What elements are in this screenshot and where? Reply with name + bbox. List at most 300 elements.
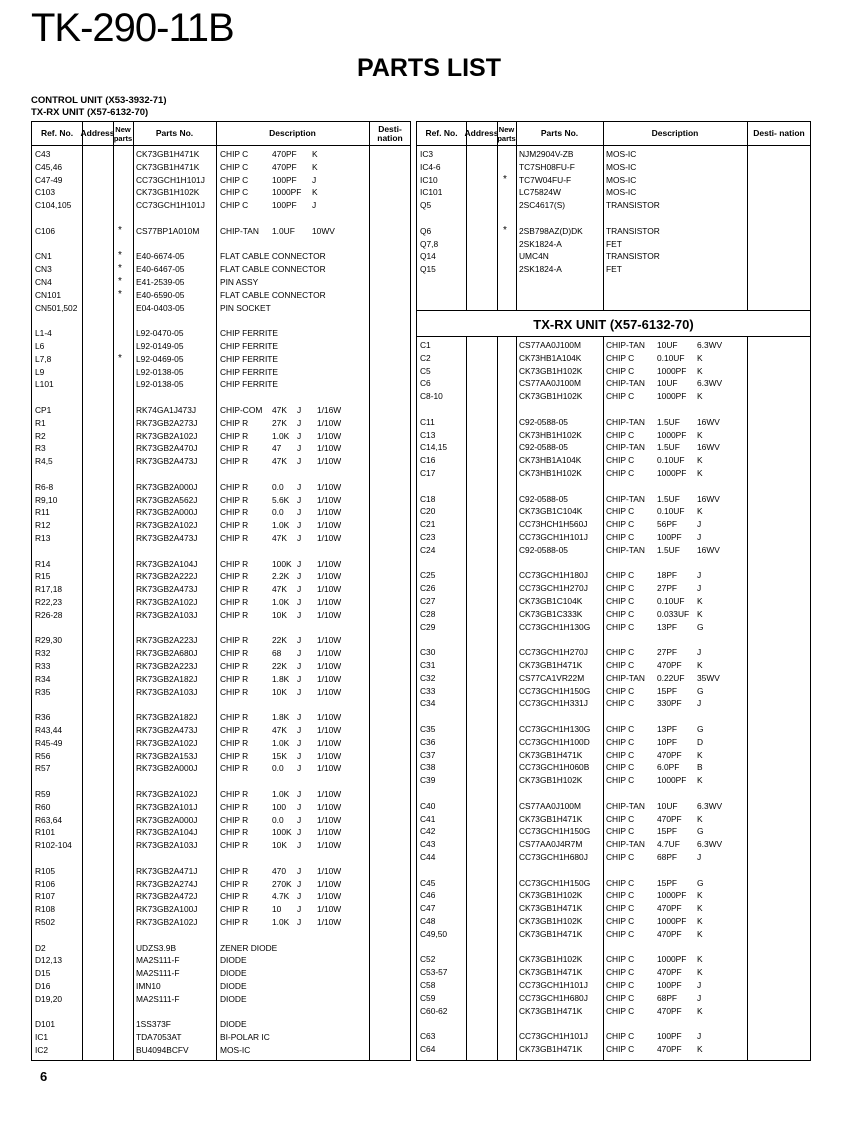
cell-ref: IC1 <box>35 1032 49 1043</box>
cell-tolerance: J <box>697 992 702 1003</box>
cell-description: CHIP-TAN <box>606 672 645 683</box>
cell-description: CHIP-TAN <box>606 416 645 427</box>
table-row <box>417 838 810 851</box>
table-row <box>32 750 410 763</box>
cell-ref: R45-49 <box>35 737 63 748</box>
cell-value: 4.7UF <box>657 839 680 850</box>
cell-description: CHIP R <box>220 648 249 659</box>
cell-ref: Q15 <box>420 264 436 275</box>
cell-description: CHIP C <box>220 174 249 185</box>
cell-parts-no: CK73GB1H102K <box>136 187 200 198</box>
header-ref: Ref. No. <box>40 128 74 138</box>
cell-rating: 1/10W <box>317 494 342 505</box>
header-parts-no: Parts No. <box>155 128 194 138</box>
cell-value: 270K <box>272 878 292 889</box>
table-row <box>32 404 410 417</box>
table-row <box>417 992 810 1005</box>
cell-tolerance: K <box>697 967 703 978</box>
cell-ref: Q6 <box>420 225 432 236</box>
cell-ref: R11 <box>35 507 50 518</box>
cell-description: CHIP C <box>606 608 635 619</box>
cell-value: 470PF <box>657 928 682 939</box>
cell-tolerance: J <box>697 852 702 862</box>
cell-ref: C31 <box>420 660 436 670</box>
cell-description: CHIP R <box>220 609 249 620</box>
cell-ref: C43 <box>420 839 436 850</box>
cell-parts-no: CC73GCH1H150G <box>519 826 591 837</box>
cell-description: CHIP C <box>606 724 635 734</box>
cell-description: CHIP C <box>220 200 249 211</box>
header-destination: Desti- nation <box>377 123 403 143</box>
cell-new-part-mark: * <box>503 173 507 185</box>
cell-parts-no: CC73GCH1H150G <box>519 685 591 696</box>
cell-value: 1000PF <box>657 365 687 376</box>
cell-tolerance: J <box>297 737 302 748</box>
cell-ref: C18 <box>420 493 436 504</box>
cell-ref: R56 <box>35 750 51 761</box>
cell-ref: C44 <box>420 852 436 862</box>
cell-tolerance: J <box>297 789 302 799</box>
cell-description: CHIP R <box>220 430 249 441</box>
cell-parts-no: E40-6674-05 <box>136 251 185 262</box>
cell-description: CHIP C <box>606 698 635 709</box>
cell-tolerance: J <box>697 570 702 581</box>
table-row <box>32 980 410 993</box>
cell-rating: 1/10W <box>317 635 342 646</box>
cell-value: 10 <box>272 904 282 915</box>
table-row <box>417 467 810 480</box>
table-row <box>417 390 810 403</box>
cell-parts-no: CK73GB1H471K <box>519 928 583 939</box>
cell-value: 27PF <box>657 647 678 658</box>
cell-ref: C5 <box>420 365 431 376</box>
cell-parts-no: RK73GB2A102J <box>136 597 198 607</box>
table-row <box>417 595 810 608</box>
table-row <box>32 378 410 391</box>
cell-description: DIODE <box>220 993 247 1004</box>
cell-ref: C59 <box>420 992 436 1003</box>
table-row <box>32 366 410 379</box>
cell-ref: D101 <box>35 1019 56 1030</box>
cell-parts-no: CC73GCH1H130G <box>519 621 591 632</box>
cell-tolerance: J <box>297 597 302 607</box>
cell-description: DIODE <box>220 968 247 979</box>
cell-parts-no: CC73GCH1H101J <box>519 532 588 542</box>
cell-tolerance: 6.3WV <box>697 800 723 811</box>
cell-ref: CN101 <box>35 289 62 300</box>
cell-ref: R22,23 <box>35 597 63 607</box>
cell-tolerance: J <box>297 814 302 825</box>
cell-ref: C29 <box>420 621 436 632</box>
cell-value: 4.7K <box>272 891 290 902</box>
cell-description: CHIP C <box>606 967 635 978</box>
cell-rating: 1/10W <box>317 520 342 531</box>
table-row <box>417 979 810 992</box>
cell-description: CHIP R <box>220 494 249 505</box>
table-row <box>32 942 410 955</box>
header-new-parts: New parts <box>497 124 516 143</box>
cell-parts-no: CK73GB1H102K <box>519 775 583 786</box>
cell-description: CHIP C <box>606 903 635 914</box>
cell-ref: R12 <box>35 520 51 531</box>
cell-parts-no: RK73GB2A104J <box>136 558 198 569</box>
cell-value: 1.0K <box>272 520 290 531</box>
cell-ref: C48 <box>420 916 436 926</box>
cell-tolerance: J <box>297 481 302 492</box>
cell-parts-no: CK73HB1A104K <box>519 455 582 466</box>
cell-value: 0.033UF <box>657 608 690 619</box>
cell-value: 0.0 <box>272 763 284 774</box>
cell-parts-no: CS77CA1VR22M <box>519 672 585 683</box>
table-row <box>417 749 810 762</box>
table-row <box>32 519 410 532</box>
table-row <box>32 174 410 187</box>
cell-tolerance: J <box>312 200 317 211</box>
cell-ref: C106 <box>35 225 56 236</box>
table-row <box>32 327 410 340</box>
cell-value: 1.0UF <box>272 225 295 236</box>
cell-description: DIODE <box>220 981 247 991</box>
parts-table-right <box>416 121 811 1061</box>
cell-value: 27PF <box>657 583 678 594</box>
cell-value: 0.10UF <box>657 506 685 517</box>
cell-parts-no: RK73GB2A182J <box>136 673 198 684</box>
cell-rating: 1/10W <box>317 417 342 428</box>
cell-ref: CN1 <box>35 251 52 262</box>
cell-value: 100K <box>272 827 292 838</box>
cell-tolerance: K <box>312 149 318 159</box>
cell-rating: 1/10W <box>317 686 342 697</box>
cell-description: CHIP R <box>220 533 249 543</box>
cell-ref: IC3 <box>420 149 434 159</box>
table-row <box>417 646 810 659</box>
table-row <box>417 225 810 238</box>
table-row <box>417 199 810 212</box>
cell-rating: 1/10W <box>317 481 342 492</box>
cell-parts-no: E40-6467-05 <box>136 264 185 275</box>
cell-parts-no: L92-0470-05 <box>136 328 184 339</box>
cell-parts-no: CC73GCH1H680J <box>519 992 588 1003</box>
cell-tolerance: 6.3WV <box>697 340 723 350</box>
cell-rating: 1/10W <box>317 456 342 467</box>
table-row <box>417 250 810 263</box>
cell-description: CHIP C <box>606 736 635 747</box>
cell-description: MOS-IC <box>220 1045 251 1055</box>
cell-tolerance: K <box>697 916 703 926</box>
cell-value: 100PF <box>657 980 682 990</box>
cell-value: 100PF <box>657 532 682 542</box>
cell-value: 470PF <box>657 660 682 670</box>
cell-rating: 1/10W <box>317 840 342 851</box>
cell-ref: C47 <box>420 903 436 914</box>
cell-parts-no: RK73GB2A473J <box>136 584 198 595</box>
cell-tolerance: K <box>697 903 703 914</box>
cell-description: CHIP R <box>220 801 249 812</box>
cell-description: FLAT CABLE CONNECTOR <box>220 289 326 300</box>
cell-description: DIODE <box>220 955 247 966</box>
cell-rating: 1/10W <box>317 814 342 825</box>
cell-ref: R63,64 <box>35 814 63 825</box>
cell-parts-no: RK73GB2A000J <box>136 507 198 518</box>
cell-tolerance: K <box>697 506 703 517</box>
cell-ref: L101 <box>35 379 54 390</box>
cell-value: 47K <box>272 725 287 735</box>
header-new-parts: New parts <box>113 124 133 143</box>
cell-ref: L9 <box>35 366 45 377</box>
cell-parts-no: CC73GCH1H060B <box>519 762 590 773</box>
cell-ref: C30 <box>420 647 436 658</box>
table-row <box>32 506 410 519</box>
table-row <box>417 544 810 557</box>
table-row <box>417 813 810 826</box>
cell-rating: 1/10W <box>317 827 342 838</box>
cell-parts-no: UMC4N <box>519 251 549 262</box>
cell-parts-no: CK73GB1H102K <box>519 890 583 901</box>
cell-value: 1.5UF <box>657 416 680 427</box>
cell-tolerance: J <box>697 1031 702 1042</box>
cell-tolerance: 10WV <box>312 225 335 236</box>
cell-parts-no: IMN10 <box>136 981 161 991</box>
cell-tolerance: J <box>297 584 302 595</box>
cell-ref: C24 <box>420 544 436 555</box>
cell-parts-no: CC73HCH1H560J <box>519 519 588 530</box>
cell-tolerance: J <box>697 980 702 990</box>
cell-value: 1000PF <box>657 429 687 440</box>
cell-description: CHIP R <box>220 725 249 735</box>
cell-parts-no: RK73GB2A000J <box>136 814 198 825</box>
cell-parts-no: RK73GB2A101J <box>136 801 198 812</box>
cell-value: 6.0PF <box>657 762 680 773</box>
cell-parts-no: L92-0138-05 <box>136 379 184 390</box>
cell-parts-no: CK73GB1H471K <box>519 903 583 914</box>
control-unit-heading: CONTROL UNIT (X53-3932-71) <box>31 95 167 106</box>
cell-ref: C39 <box>420 775 436 786</box>
cell-parts-no: 2SC4617(S) <box>519 200 566 211</box>
cell-value: 0.0 <box>272 481 284 492</box>
cell-description: CHIP FERRITE <box>220 341 279 351</box>
cell-tolerance: J <box>297 430 302 441</box>
table-row <box>32 558 410 571</box>
cell-value: 68PF <box>657 992 678 1003</box>
cell-description: CHIP R <box>220 789 249 799</box>
table-row <box>417 263 810 276</box>
cell-parts-no: CS77AA0J4R7M <box>519 839 583 850</box>
cell-ref: C35 <box>420 724 436 734</box>
cell-ref: C46 <box>420 890 436 901</box>
cell-rating: 1/10W <box>317 801 342 812</box>
cell-parts-no: CC73GCH1H101J <box>136 200 205 211</box>
cell-tolerance: 16WV <box>697 544 720 555</box>
cell-ref: Q14 <box>420 251 436 262</box>
cell-parts-no: C92-0588-05 <box>519 544 568 555</box>
table-row <box>32 494 410 507</box>
cell-tolerance: 6.3WV <box>697 378 723 389</box>
cell-parts-no: RK73GB2A000J <box>136 481 198 492</box>
table-row <box>417 1005 810 1018</box>
cell-value: 1.8K <box>272 712 290 723</box>
cell-tolerance: 6.3WV <box>697 839 723 850</box>
cell-tolerance: G <box>697 826 704 837</box>
cell-ref: C103 <box>35 187 56 198</box>
table-row <box>417 238 810 251</box>
cell-value: 0.10UF <box>657 455 685 466</box>
cell-parts-no: CK73GB1C333K <box>519 608 583 619</box>
cell-parts-no: CK73HB1A104K <box>519 352 582 363</box>
cell-value: 100PF <box>272 174 297 185</box>
cell-description: FLAT CABLE CONNECTOR <box>220 251 326 262</box>
cell-description: CHIP C <box>606 762 635 773</box>
cell-value: 470PF <box>657 749 682 760</box>
cell-ref: C21 <box>420 519 436 530</box>
cell-value: 330PF <box>657 698 682 709</box>
cell-description: CHIP C <box>606 647 635 658</box>
cell-ref: C43 <box>35 149 51 159</box>
cell-tolerance: K <box>697 468 703 478</box>
cell-value: 100PF <box>657 1031 682 1042</box>
cell-ref: R1 <box>35 417 46 428</box>
cell-description: CHIP R <box>220 891 249 902</box>
cell-tolerance: J <box>297 417 302 428</box>
cell-value: 470PF <box>657 967 682 978</box>
cell-ref: D16 <box>35 981 51 991</box>
cell-rating: 1/10W <box>317 750 342 761</box>
cell-parts-no: CC73GCH1H100D <box>519 736 590 747</box>
table-row <box>32 660 410 673</box>
cell-parts-no: MA2S111-F <box>136 968 180 979</box>
cell-parts-no: RK73GB2A102J <box>136 789 198 799</box>
table-row <box>32 711 410 724</box>
cell-ref: C14,15 <box>420 442 448 453</box>
cell-parts-no: TDA7053AT <box>136 1032 182 1043</box>
cell-tolerance: J <box>297 661 302 671</box>
cell-description: CHIP R <box>220 712 249 723</box>
cell-ref: R32 <box>35 648 51 659</box>
cell-ref: Q5 <box>420 200 432 211</box>
cell-value: 0.0 <box>272 507 284 518</box>
cell-tolerance: 35WV <box>697 672 720 683</box>
cell-value: 470PF <box>657 1005 682 1016</box>
table-row <box>417 377 810 390</box>
cell-rating: 1/10W <box>317 712 342 723</box>
table-row <box>32 276 410 289</box>
cell-tolerance: J <box>297 456 302 467</box>
cell-value: 470PF <box>272 149 297 159</box>
table-row <box>32 596 410 609</box>
cell-ref: C104,105 <box>35 200 72 211</box>
cell-ref: C38 <box>420 762 436 773</box>
table-row <box>32 455 410 468</box>
table-row <box>32 788 410 801</box>
cell-ref: L1-4 <box>35 328 52 339</box>
cell-tolerance: K <box>697 429 703 440</box>
cell-description: CHIP FERRITE <box>220 379 279 390</box>
cell-description: TRANSISTOR <box>606 225 660 236</box>
cell-ref: C53-57 <box>420 967 448 978</box>
cell-value: 470PF <box>272 161 297 172</box>
cell-parts-no: RK73GB2A182J <box>136 712 198 723</box>
cell-ref: L6 <box>35 341 45 351</box>
table-row <box>417 505 810 518</box>
cell-ref: R4,5 <box>35 456 53 467</box>
cell-value: 22K <box>272 661 287 671</box>
table-row <box>417 966 810 979</box>
txrx-section-title: TX-RX UNIT (X57-6132-70) <box>533 317 694 332</box>
cell-tolerance: 16WV <box>697 493 720 504</box>
table-row <box>417 174 810 187</box>
table-row <box>417 953 810 966</box>
cell-description: CHIP C <box>606 749 635 760</box>
cell-description: CHIP R <box>220 840 249 851</box>
cell-value: 1.5UF <box>657 442 680 453</box>
table-row <box>417 429 810 442</box>
cell-value: 1000PF <box>657 468 687 478</box>
cell-parts-no: CK73GB1H471K <box>519 1005 583 1016</box>
cell-ref: C20 <box>420 506 436 517</box>
cell-ref: C40 <box>420 800 436 811</box>
cell-description: CHIP-TAN <box>606 800 645 811</box>
cell-tolerance: K <box>697 813 703 824</box>
cell-parts-no: RK73GB2A103J <box>136 840 198 851</box>
cell-tolerance: J <box>697 532 702 542</box>
cell-description: CHIP R <box>220 750 249 761</box>
header-address: Address <box>80 128 115 138</box>
cell-parts-no: RK73GB2A100J <box>136 904 198 915</box>
table-row <box>32 250 410 263</box>
cell-value: 22K <box>272 635 287 646</box>
cell-value: 1.0K <box>272 917 290 927</box>
cell-rating: 1/10W <box>317 878 342 889</box>
cell-description: CHIP R <box>220 865 249 876</box>
table-row <box>417 441 810 454</box>
cell-parts-no: RK73GB2A102J <box>136 737 198 748</box>
cell-tolerance: J <box>297 865 302 876</box>
cell-ref: C58 <box>420 980 436 990</box>
cell-tolerance: K <box>312 187 318 198</box>
cell-rating: 1/16W <box>317 405 342 415</box>
cell-ref: IC101 <box>420 187 443 198</box>
header-ref: Ref. No. <box>425 128 458 138</box>
cell-ref: CP1 <box>35 405 52 415</box>
cell-value: 10K <box>272 840 287 851</box>
cell-description: PIN ASSY <box>220 277 259 287</box>
cell-rating: 1/10W <box>317 789 342 799</box>
table-row <box>417 928 810 941</box>
cell-tolerance: G <box>697 877 704 888</box>
cell-description: CHIP R <box>220 814 249 825</box>
cell-value: 47 <box>272 443 282 454</box>
cell-description: MOS-IC <box>606 149 637 159</box>
cell-ref: R14 <box>35 558 51 569</box>
cell-ref: R107 <box>35 891 56 902</box>
table-row <box>417 493 810 506</box>
cell-parts-no: CK73GB1H102K <box>519 391 583 402</box>
cell-ref: R102-104 <box>35 840 72 851</box>
table-row <box>32 609 410 622</box>
cell-description: CHIP C <box>606 685 635 696</box>
cell-parts-no: RK73GB2A473J <box>136 533 198 543</box>
cell-description: FET <box>606 264 622 275</box>
table-row <box>32 634 410 647</box>
cell-tolerance: J <box>297 520 302 531</box>
cell-description: CHIP-TAN <box>606 493 645 504</box>
cell-value: 1.0K <box>272 430 290 441</box>
cell-value: 68PF <box>657 852 678 862</box>
cell-ref: R29,30 <box>35 635 63 646</box>
cell-parts-no: CC73GCH1H270J <box>519 583 588 594</box>
cell-tolerance: J <box>297 405 302 415</box>
cell-ref: C47-49 <box>35 174 63 185</box>
cell-ref: C52 <box>420 954 436 965</box>
